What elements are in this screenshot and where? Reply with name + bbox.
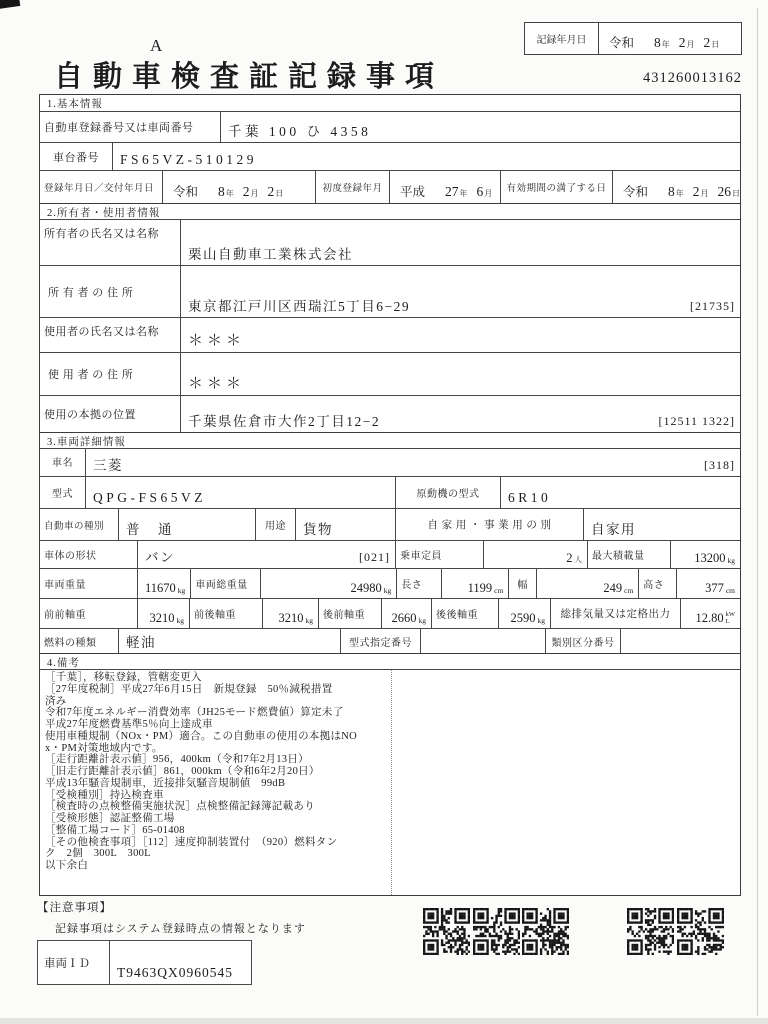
day-unit: 日 [275,189,284,198]
gross-unit: kg [383,586,392,595]
width-value [537,569,638,598]
axle-unit: kg [176,616,184,625]
year: 8 [654,35,661,50]
section-heading-remarks: 4.備考 [40,653,740,669]
remark-line: ［千葉］，移転登録，管轄変更入 [45,672,202,683]
remarks-text [40,670,392,895]
scan-bottom-edge [0,1018,768,1024]
max-load-number: 13200 [694,551,726,565]
expiry-date-label: 有効期間の満了する日 [506,184,607,194]
remark-line: 以下余白 [45,860,89,871]
row-base-location [40,395,740,432]
axle-unit: kg [305,616,313,625]
month: 2 [242,184,250,199]
day-unit: 日 [732,189,741,198]
length-value [442,569,508,598]
month-unit: 月 [700,189,709,198]
max-load-label: 最大積載量 [592,551,645,562]
gross-weight-label: 車両総重量 [195,580,248,591]
user-name-label: 使用者の氏名又は名称 [44,326,159,338]
axle-number: 3210 [278,611,304,625]
body-shape-label: 車体の形状 [44,551,97,562]
axle-front-front-label: 前前軸重 [44,610,86,621]
first-registration-value [390,171,500,203]
chassis-number-value: FS65VZ-510129 [120,152,258,167]
vehicle-id-value: T9463QX0960545 [117,965,233,980]
row-weights-dimensions [40,568,740,598]
day-unit: 日 [711,40,720,49]
base-location-code: [12511 1322] [658,414,735,428]
owner-name-label: 所有者の氏名又は名称 [44,228,159,240]
year-unit: 年 [675,189,684,198]
axle-unit: kg [418,616,426,625]
chassis-number-label: 車台番号 [53,151,99,164]
car-name-label: 車名 [52,458,73,469]
row-registration-number [40,111,740,142]
engine-model-value: 6R10 [508,490,552,505]
section-heading-vehicle: 3.車両詳細情報 [40,432,740,448]
displacement-number: 12.80 [695,611,724,625]
car-name-code: [318] [704,458,735,472]
vehicle-kind-label: 自動車の種別 [44,521,105,532]
axle-rear-rear-label: 後後軸重 [436,610,478,621]
capacity-label: 乗車定員 [400,551,442,562]
axle-number: 2660 [391,611,417,625]
base-location-value: 千葉県佐倉市大作2丁目12−2 [188,414,381,429]
height-label: 高さ [643,580,665,591]
length-unit: cm [494,586,504,595]
axle-rear-front-value [382,599,431,628]
base-location-label: 使用の本拠の位置 [44,409,136,421]
remark-line: ［受検種別］持込検査車 [45,789,164,801]
paper-edge-line [757,8,758,1016]
row-user-name [40,317,740,352]
notice-heading: 【注意事項】 [37,902,112,914]
expiry-date-value [613,171,743,203]
car-name-value: 三菱 [93,458,123,473]
capacity-unit: 人 [574,555,582,564]
month-unit: 月 [250,189,259,198]
vehicle-kind-value: 普 通 [126,522,174,537]
width-label: 幅 [517,580,529,591]
axle-front-rear-value [263,599,318,628]
model-label: 型式 [52,489,73,500]
row-owner-address [40,265,740,317]
registration-date-label: 登録年月日／交付年月日 [44,184,155,194]
month-unit: 月 [484,189,493,198]
body-shape-value: バン [145,550,175,565]
page-title: 自動車検査証記録事項 [54,61,445,93]
registration-number-label: 自動車登録番号又は車両番号 [44,122,194,134]
row-axle-weights [40,598,740,628]
year-unit: 年 [459,189,468,198]
registration-date-value [163,171,315,203]
axle-number: 2590 [510,611,536,625]
engine-model-label: 原動機の型式 [416,489,480,500]
remark-line: ［その他検査事項］［112］速度抑制装置付 （920）燃料タン [45,836,338,848]
section-heading-basic: 1.基本情報 [47,99,103,110]
displacement-label: 総排気量又は定格出力 [560,609,671,620]
private-business-value: 自家用 [591,522,636,537]
height-number: 377 [705,581,724,595]
use-value: 貨物 [303,522,333,537]
max-load-unit: kg [727,556,735,565]
gross-weight-value [261,569,396,598]
remark-line: 令和7年度エネルギー消費効率（JH25モード燃費値）算定未了 [45,707,344,719]
owner-address-label: 所 有 者 の 住 所 [48,286,134,299]
remark-line: ［整備工場コード］65-01408 [45,824,185,836]
fuel-label: 燃料の種類 [44,637,97,649]
remark-line: ［検査時の点検整備実施状況］点検整備記録簿記載あり [45,801,315,813]
width-unit: cm [624,586,634,595]
private-business-label: 自 家 用 ・ 事 業 用 の 別 [427,520,552,531]
qr-code [677,908,724,955]
year-unit: 年 [225,189,234,198]
remark-line: ク 2個 300L 300L [45,848,151,860]
remark-line: 済み [45,695,67,707]
row-user-address [40,352,740,395]
remarks-box [40,669,740,895]
width-number: 249 [603,581,623,595]
max-load-value [671,541,740,568]
owner-address-value: 東京都江戸川区西瑞江5丁目6−29 [188,299,411,314]
era: 令和 [609,36,635,50]
axle-front-front-value [138,599,189,628]
registration-number-value: 千葉 100 ひ 4358 [228,124,372,139]
vehicle-id-box [37,940,252,985]
length-number: 1199 [467,581,493,595]
vehicle-weight-value [138,569,190,598]
row-car-name [40,448,740,476]
row-model [40,476,740,508]
user-name-value: ＊＊＊ [188,333,246,349]
qr-code [522,908,569,955]
day: 2 [267,184,275,199]
day: 2 [703,35,711,50]
era: 平成 [400,185,426,199]
user-address-label: 使 用 者 の 住 所 [48,369,134,381]
qr-code [627,908,674,955]
body-shape-code: [021] [359,550,390,564]
displacement-unit [726,612,735,625]
remark-line: ［走行距離計表示値］956，400km（令和7年2月13日） [45,754,309,766]
user-address-value: ＊＊＊ [188,376,246,392]
notice-text: 記録事項はシステム登録時点の情報となります [55,923,306,935]
remark-line: 平成27年度燃費基準5％向上達成車 [45,719,213,730]
remark-line: x・PM対策地域内です。 [45,742,163,754]
era: 令和 [623,185,649,199]
row-chassis-number [40,142,740,170]
doc-class-letter: A [150,36,164,55]
qr-code [473,908,520,955]
year: 8 [668,184,675,199]
axle-rear-front-label: 後前軸重 [323,610,365,621]
capacity-value [484,541,587,568]
height-value [677,569,740,598]
year-unit: 年 [661,40,670,49]
displacement-value [681,599,740,628]
record-table [39,94,741,896]
era: 令和 [173,185,199,199]
use-label: 用途 [265,521,286,532]
type-designation-value [421,629,545,653]
capacity-number: 2 [566,551,573,565]
month-unit: 月 [686,40,695,49]
axle-unit: kg [537,616,545,625]
first-registration-label: 初度登録年月 [322,184,383,194]
row-kind-use [40,508,740,540]
row-owner-name [40,219,740,265]
remark-line: 使用車種規制（NOx・PM）適合。この自動車の使用の本拠はNO [45,730,358,742]
gross-number: 24980 [350,581,382,595]
fuel-value: 軽油 [126,635,156,650]
day: 26 [717,184,732,199]
section-heading-owner: 2.所有者・使用者情報 [40,203,740,219]
weight-unit: kg [177,586,186,595]
remark-line: ［旧走行距離計表示値］861，000km（令和6年2月20日） [45,766,320,777]
row-dates [40,170,740,203]
month: 2 [678,35,686,50]
axle-front-rear-label: 前後軸重 [194,610,236,621]
axle-rear-rear-value [499,599,550,628]
scan-corner-artifact [0,0,20,9]
remark-line: ［受検形態］認証整備工場 [45,813,175,824]
kw-unit: kW [725,611,735,618]
vehicle-id-label: 車両ＩＤ [38,941,110,984]
record-date-box [524,22,742,55]
record-date-label: 記録年月日 [525,23,599,54]
remarks-empty-column [392,670,740,895]
owner-address-code: [21735] [690,299,735,313]
vehicle-weight-label: 車両重量 [44,580,86,591]
owner-name-value: 栗山自動車工業株式会社 [188,247,353,262]
year: 27 [445,184,459,199]
liter-unit: L [725,617,730,625]
qr-code [423,908,470,955]
type-designation-label: 型式指定番号 [349,637,412,649]
record-date-value [599,23,741,54]
category-number-label: 類別区分番号 [551,637,615,649]
weight-number: 11670 [145,581,176,595]
category-number-value [621,629,740,653]
document-number: 431260013162 [643,70,742,86]
axle-number: 3210 [149,611,175,625]
row-body-shape [40,540,740,568]
month: 2 [692,184,700,199]
row-fuel [40,628,740,653]
model-value: QPG-FS65VZ [93,490,207,505]
month: 6 [476,184,484,199]
length-label: 長さ [401,580,423,591]
year: 8 [218,184,225,199]
remark-line: 平成13年騒音規制車，近接排気騒音規制値 99dB [45,777,286,789]
height-unit: cm [725,586,735,595]
remark-line: ［27年度税制］平成27年6月15日 新規登録 50％減税措置 [45,683,333,695]
